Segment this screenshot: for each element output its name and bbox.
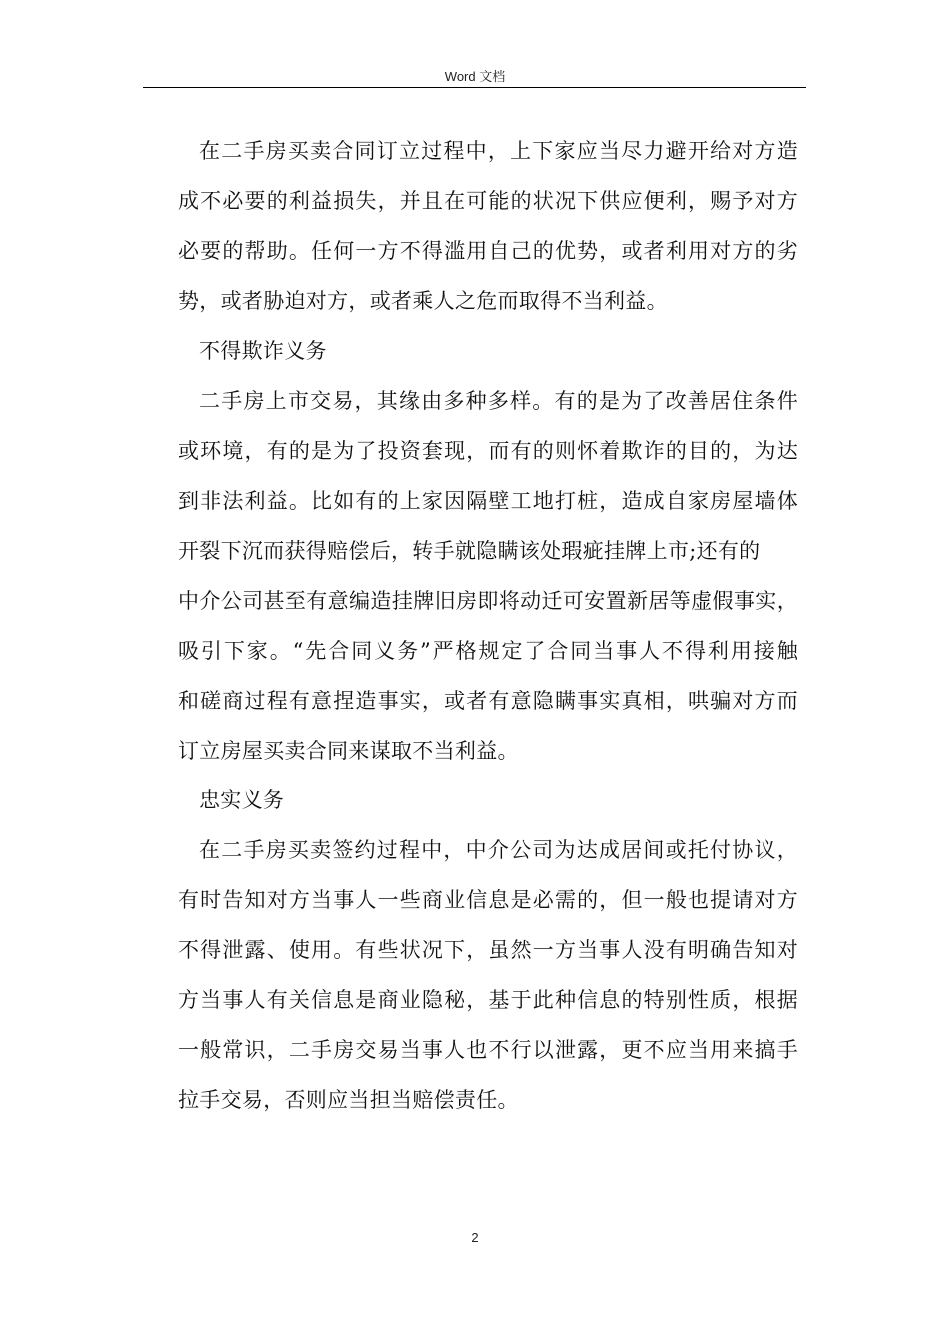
section-heading: 不得欺诈义务 (199, 339, 327, 363)
body-line: 势，或者胁迫对方，或者乘人之危而取得不当利益。 (178, 289, 668, 313)
body-line: 必要的帮助。任何一方不得滥用自己的优势，或者利用对方的劣 (178, 239, 798, 263)
body-line: 在二手房买卖签约过程中，中介公司为达成居间或托付协议， (199, 838, 798, 862)
section-heading: 忠实义务 (199, 788, 285, 812)
body-line: 开裂下沉而获得赔偿后，转手就隐瞒该处瑕疵挂牌上市;还有的 (178, 539, 761, 563)
body-line: 拉手交易，否则应当担当赔偿责任。 (178, 1088, 519, 1112)
body-line: 在二手房买卖合同订立过程中，上下家应当尽力避开给对方造 (199, 139, 798, 163)
body-line: 中介公司甚至有意编造挂牌旧房即将动迁可安置新居等虚假事实， (178, 589, 798, 613)
body-line: 或环境，有的是为了投资套现，而有的则怀着欺诈的目的，为达 (178, 439, 798, 463)
body-line: 吸引下家。“先合同义务”严格规定了合同当事人不得利用接触 (178, 639, 798, 663)
body-line: 到非法利益。比如有的上家因隔壁工地打桩，造成自家房屋墙体 (178, 489, 798, 513)
body-line: 一般常识，二手房交易当事人也不行以泄露，更不应当用来搞手 (178, 1038, 798, 1062)
body-line: 方当事人有关信息是商业隐秘，基于此种信息的特别性质，根据 (178, 988, 798, 1012)
body-line: 不得泄露、使用。有些状况下，虽然一方当事人没有明确告知对 (178, 938, 798, 962)
page-number: 2 (471, 1230, 479, 1245)
body-line: 和磋商过程有意捏造事实，或者有意隐瞒事实真相，哄骗对方而 (178, 689, 798, 713)
body-line: 成不必要的利益损失，并且在可能的状况下供应便利，赐予对方 (178, 189, 798, 213)
page-header: Word 文档 (444, 69, 506, 84)
body-line: 二手房上市交易，其缘由多种多样。有的是为了改善居住条件 (199, 389, 798, 413)
body-line: 有时告知对方当事人一些商业信息是必需的，但一般也提请对方 (178, 888, 798, 912)
body-line: 订立房屋买卖合同来谋取不当利益。 (178, 739, 519, 763)
header-rule (143, 87, 806, 88)
